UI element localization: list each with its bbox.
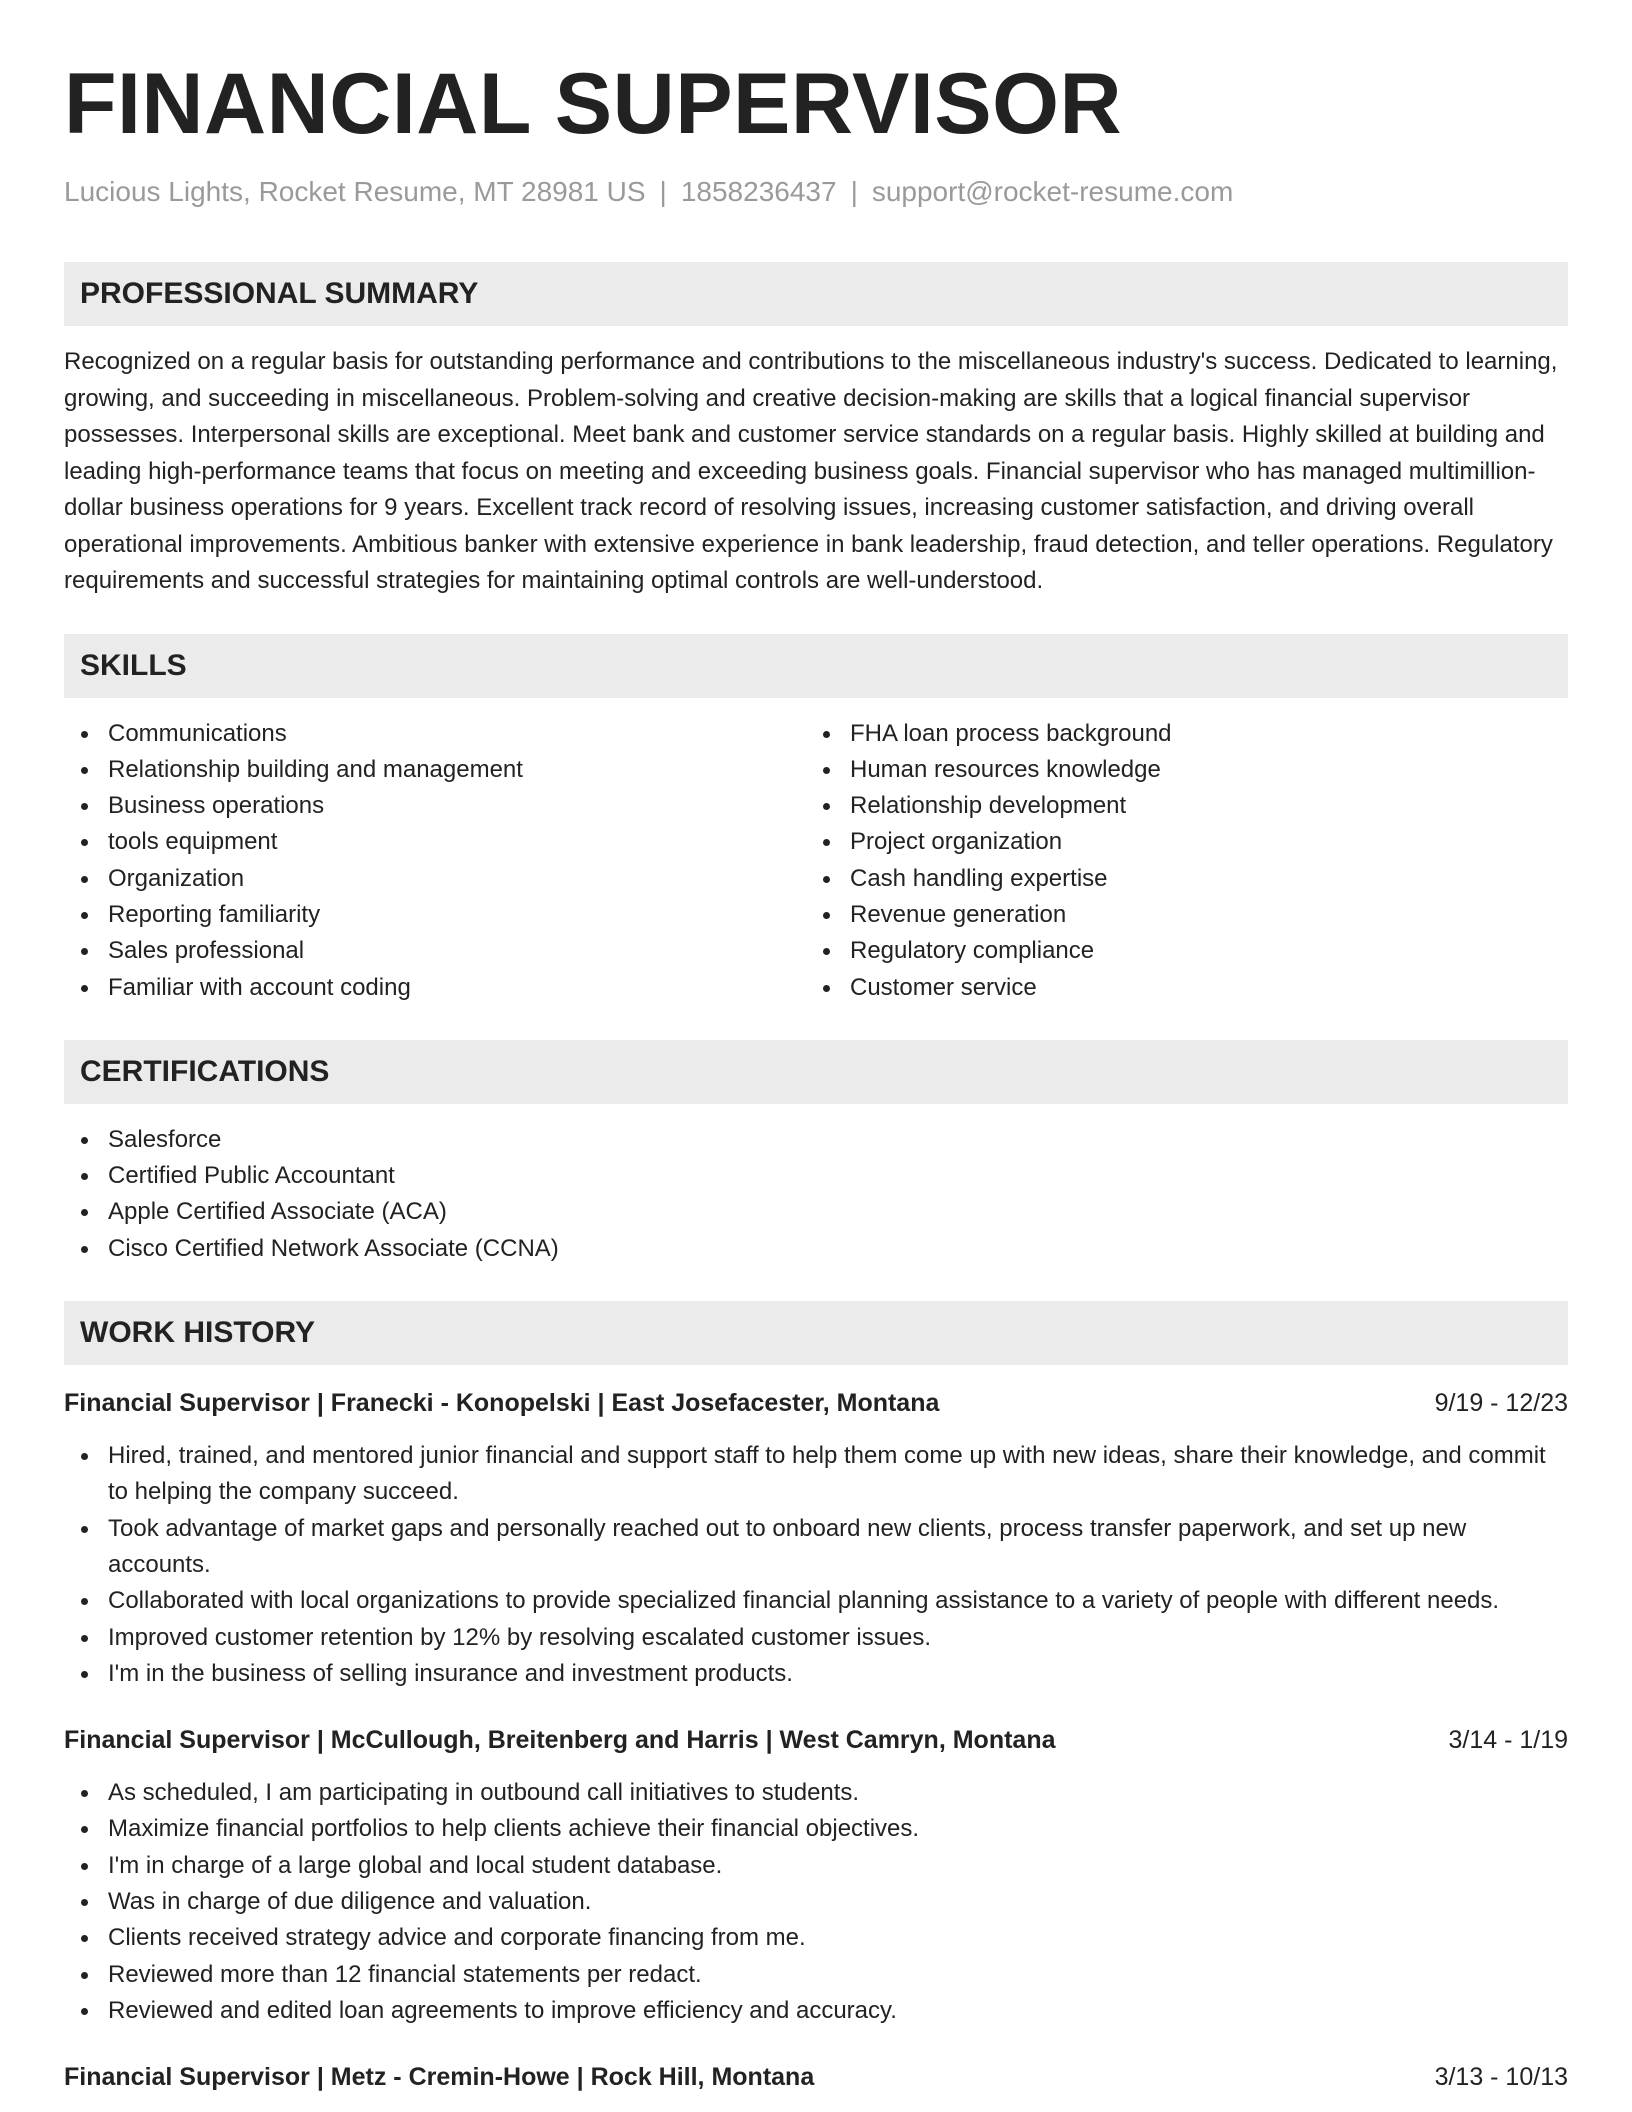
job-bullet: As scheduled, I am participating in outbound call initiatives to students.: [64, 1775, 1568, 1811]
skills-list-left: [64, 716, 806, 1006]
job-bullet: Reviewed and edited loan agreements to improve efficiency and accuracy.: [64, 1993, 1568, 2029]
certification-item: Certified Public Accountant: [64, 1158, 1568, 1194]
skill-item: tools equipment: [64, 824, 806, 860]
skill-item: Sales professional: [64, 933, 806, 969]
skills-list-right: [806, 716, 1568, 1006]
skills-grid: [64, 716, 1568, 1006]
job-bullet: Hired, trained, and mentored junior financial and support staff to help them come up with new ideas, share their knowledge, and commit to helping the company succeed.: [64, 1438, 1568, 1511]
job-dates: 9/19 - 12/23: [1434, 1389, 1568, 1418]
job-heading: [64, 1722, 1568, 1758]
section-title: CERTIFICATIONS: [80, 1054, 330, 1088]
certification-item: Salesforce: [64, 1122, 1568, 1158]
section-header-skills: [64, 634, 1568, 698]
skill-item: Relationship building and management: [64, 752, 806, 788]
skills-column-right: [806, 716, 1568, 1006]
contact-address: Lucious Lights, Rocket Resume, MT 28981 US: [64, 176, 646, 207]
skill-item: Reporting familiarity: [64, 897, 806, 933]
section-title: WORK HISTORY: [80, 1316, 316, 1350]
job-title: Financial Supervisor | Franecki - Konopelski | East Josefacester, Montana: [64, 1389, 940, 1418]
contact-phone: 1858236437: [680, 176, 837, 207]
certification-item: Cisco Certified Network Associate (CCNA): [64, 1231, 1568, 1267]
skill-item: FHA loan process background: [806, 716, 1568, 752]
contact-separator: |: [850, 176, 858, 207]
section-header-certifications: [64, 1040, 1568, 1104]
job-entry: [64, 1385, 1568, 1692]
job-dates: 3/14 - 1/19: [1448, 1726, 1568, 1755]
skill-item: Customer service: [806, 970, 1568, 1006]
job-entry: [64, 1722, 1568, 2029]
skill-item: Human resources knowledge: [806, 752, 1568, 788]
job-title: Financial Supervisor | McCullough, Breitenberg and Harris | West Camryn, Montana: [64, 1726, 1056, 1755]
job-bullet: Collaborated with local organizations to provide specialized financial planning assistance to a variety of people with different needs.: [64, 1583, 1568, 1619]
certification-item: Apple Certified Associate (ACA): [64, 1194, 1568, 1230]
skill-item: Regulatory compliance: [806, 933, 1568, 969]
skills-column-left: [64, 716, 806, 1006]
section-title: PROFESSIONAL SUMMARY: [80, 277, 479, 310]
contact-email: support@rocket-resume.com: [871, 176, 1234, 207]
job-bullet: I'm in charge of a large global and local student database.: [64, 1848, 1568, 1884]
summary-text: Recognized on a regular basis for outstanding performance and contributions to the miscellaneous industry's success. Dedicated to learning, growing, and succeeding in miscellaneous. Problem-solving and creative decision-making are skills that a logical financial supervisor possesses. Interpersonal skills are exceptional. Meet bank and customer service standards on a regular basis. Highly skilled at building and leading high-performance teams that focus on meeting and exceeding business goals. Financial supervisor who has managed multimillion-dollar business operations for 9 years. Excellent track record of resolving issues, increasing customer satisfaction, and driving overall operational improvements. Ambitious banker with extensive experience in bank leadership, fraud detection, and teller operations. Regulatory requirements and successful strategies for maintaining optimal controls are well-understood.: [64, 348, 1558, 594]
job-bullet: Took advantage of market gaps and personally reached out to onboard new clients, process transfer paperwork, and set up new accounts.: [64, 1511, 1568, 1584]
job-entry: [64, 2059, 1568, 2095]
skill-item: Business operations: [64, 788, 806, 824]
job-bullet: Reviewed more than 12 financial statements per redact.: [64, 1957, 1568, 1993]
skill-item: Organization: [64, 861, 806, 897]
job-bullet: Improved customer retention by 12% by resolving escalated customer issues.: [64, 1620, 1568, 1656]
certifications-list: [64, 1122, 1568, 1267]
contact-line: [64, 174, 1568, 210]
skill-item: Relationship development: [806, 788, 1568, 824]
skill-item: Revenue generation: [806, 897, 1568, 933]
job-bullet: I'm in the business of selling insurance and investment products.: [64, 1656, 1568, 1692]
skill-item: Communications: [64, 716, 806, 752]
resume-name: FINANCIAL SUPERVISOR: [64, 56, 1123, 152]
job-bullet: Clients received strategy advice and corporate financing from me.: [64, 1920, 1568, 1956]
job-heading: [64, 2059, 1568, 2095]
section-title: SKILLS: [80, 648, 187, 682]
job-bullets: [64, 1438, 1568, 1692]
section-header-summary: [64, 262, 1568, 326]
skill-item: Project organization: [806, 824, 1568, 860]
job-heading: [64, 1385, 1568, 1421]
job-bullet: Maximize financial portfolios to help clients achieve their financial objectives.: [64, 1811, 1568, 1847]
job-dates: 3/13 - 10/13: [1434, 2063, 1568, 2092]
skill-item: Cash handling expertise: [806, 861, 1568, 897]
contact-separator: |: [659, 176, 667, 207]
skill-item: Familiar with account coding: [64, 970, 806, 1006]
section-header-work-history: [64, 1301, 1568, 1365]
job-bullets: [64, 1775, 1568, 2029]
job-title: Financial Supervisor | Metz - Cremin-Howe | Rock Hill, Montana: [64, 2063, 815, 2092]
job-bullet: Was in charge of due diligence and valuation.: [64, 1884, 1568, 1920]
